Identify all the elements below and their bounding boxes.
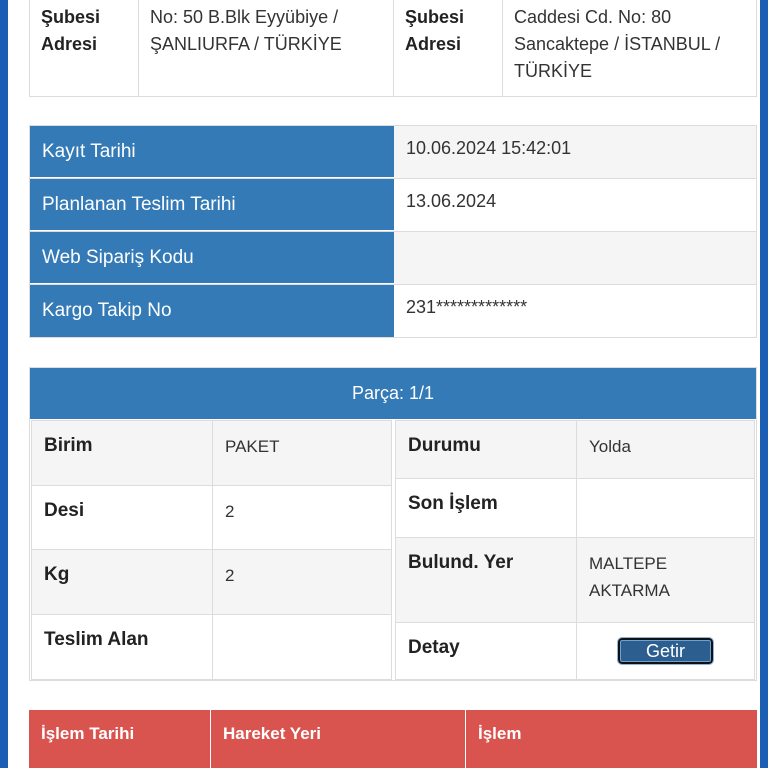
receiver-address-value: Caddesi Cd. No: 80 Sancaktepe / İSTANBUL / TÜRKİYE xyxy=(514,7,721,81)
row-detay xyxy=(396,623,754,679)
parca-right-table xyxy=(395,420,755,680)
address-table xyxy=(29,0,757,97)
col-islem: İşlem xyxy=(478,724,522,743)
planlanan-teslim-value: 13.06.2024 xyxy=(406,191,497,211)
kayit-tarihi-label: Kayıt Tarihi xyxy=(30,126,394,178)
kargo-takip-value: 231************* xyxy=(406,297,528,317)
row-durum xyxy=(396,421,754,479)
history-table-header xyxy=(29,710,757,768)
kg-label: Kg xyxy=(32,550,213,614)
web-siparis-label: Web Sipariş Kodu xyxy=(30,232,394,284)
row-son-islem xyxy=(396,479,754,538)
bulund-yer-value: MALTEPE AKTARMA xyxy=(589,554,670,600)
receiver-address-label: Şubesi Adresi xyxy=(394,0,503,96)
row-teslim-alan xyxy=(32,615,391,680)
getir-button[interactable]: Getir xyxy=(618,638,713,664)
son-islem-label: Son İşlem xyxy=(396,479,577,537)
col-hareket-yeri: Hareket Yeri xyxy=(211,710,466,768)
row-desi xyxy=(32,486,391,551)
bulund-yer-label: Bulund. Yer xyxy=(396,538,577,622)
kargo-takip-label: Kargo Takip No xyxy=(30,285,394,337)
son-islem-value xyxy=(577,479,754,537)
teslim-alan-label: Teslim Alan xyxy=(32,615,213,680)
sender-address-label: Şubesi Adresi xyxy=(30,0,139,96)
parca-left-table xyxy=(31,420,392,680)
info-row-takip xyxy=(30,285,756,337)
parca-title: Parça: 1/1 xyxy=(30,368,756,419)
info-row-web xyxy=(30,232,756,285)
durum-value: Yolda xyxy=(589,437,631,456)
desi-label: Desi xyxy=(32,486,213,550)
detay-cell xyxy=(577,623,754,679)
teslim-alan-value xyxy=(213,615,391,680)
col-islem-tarihi: İşlem Tarihi xyxy=(29,710,211,768)
birim-value: PAKET xyxy=(225,437,280,456)
parca-grid xyxy=(30,419,756,681)
detay-label: Detay xyxy=(396,623,577,679)
shipment-info-table xyxy=(29,125,757,338)
row-birim xyxy=(32,421,391,486)
getir-wrap xyxy=(589,635,742,667)
parca-panel xyxy=(29,367,757,681)
web-siparis-value xyxy=(394,232,756,284)
info-row-teslim xyxy=(30,179,756,232)
row-kg xyxy=(32,550,391,615)
row-bulund-yer xyxy=(396,538,754,623)
kayit-tarihi-value: 10.06.2024 15:42:01 xyxy=(394,126,756,178)
desi-value: 2 xyxy=(225,501,235,521)
birim-label: Birim xyxy=(32,421,213,485)
durum-label: Durumu xyxy=(396,421,577,478)
info-row-kayit xyxy=(30,126,756,179)
planlanan-teslim-label: Planlanan Teslim Tarihi xyxy=(30,179,394,231)
sender-address-value: No: 50 B.Blk Eyyübiye / ŞANLIURFA / TÜRKİYE xyxy=(139,0,394,96)
kg-value: 2 xyxy=(225,566,235,585)
